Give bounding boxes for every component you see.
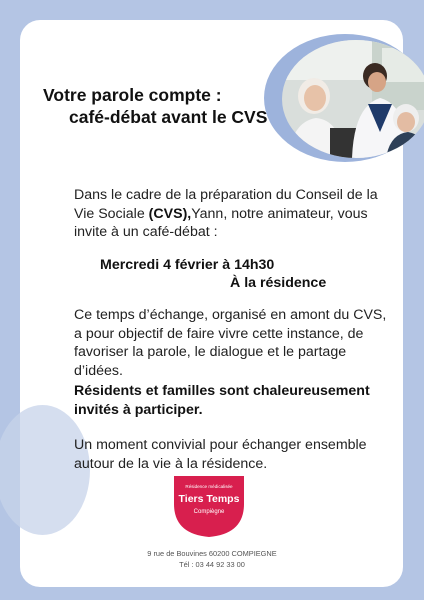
logo-tagline: Résidence médicalisée: [185, 484, 233, 489]
logo-city: Compiègne: [193, 509, 225, 515]
closing-paragraph: Un moment convivial pour échanger ensemble autour de la vie à la résidence.: [74, 437, 367, 472]
phone-number: Tél : 03 44 92 33 00: [179, 560, 245, 569]
intro-text-start: Dans le cadre de la préparation du Conseil de la Vie Sociale: [74, 187, 378, 222]
event-place: À la résidence: [230, 275, 327, 291]
intro-text-end: Yann, notre animateur, vous invite à un café-débat :: [74, 205, 368, 241]
event-date: Mercredi 4 février à 14h30: [100, 257, 275, 273]
event-details: [100, 256, 326, 292]
logo-brand-name: Tiers Temps: [178, 493, 240, 505]
purpose-paragraph: Ce temps d’échange, organisé en amont du CVS, a pour objectif de faire vivre cette instance, de favoriser la parole, le dialogue et le partage d’idées.: [74, 307, 387, 379]
headline-line-1: Votre parole compte :: [43, 85, 222, 105]
headline-line-2: café-débat avant le CVS: [69, 107, 268, 127]
invitation-text: Résidents et familles sont chaleureusement invités à participer.: [74, 383, 370, 418]
headline: [43, 84, 267, 128]
contact-address: [0, 548, 424, 570]
photo-caregiver-and-residents: [282, 40, 424, 158]
street-address: 9 rue de Bouvines 60200 COMPIEGNE: [147, 549, 277, 558]
intro-paragraph: [74, 186, 390, 242]
intro-cvs-acronym: (CVS),: [148, 205, 192, 222]
residence-logo: [171, 474, 247, 538]
